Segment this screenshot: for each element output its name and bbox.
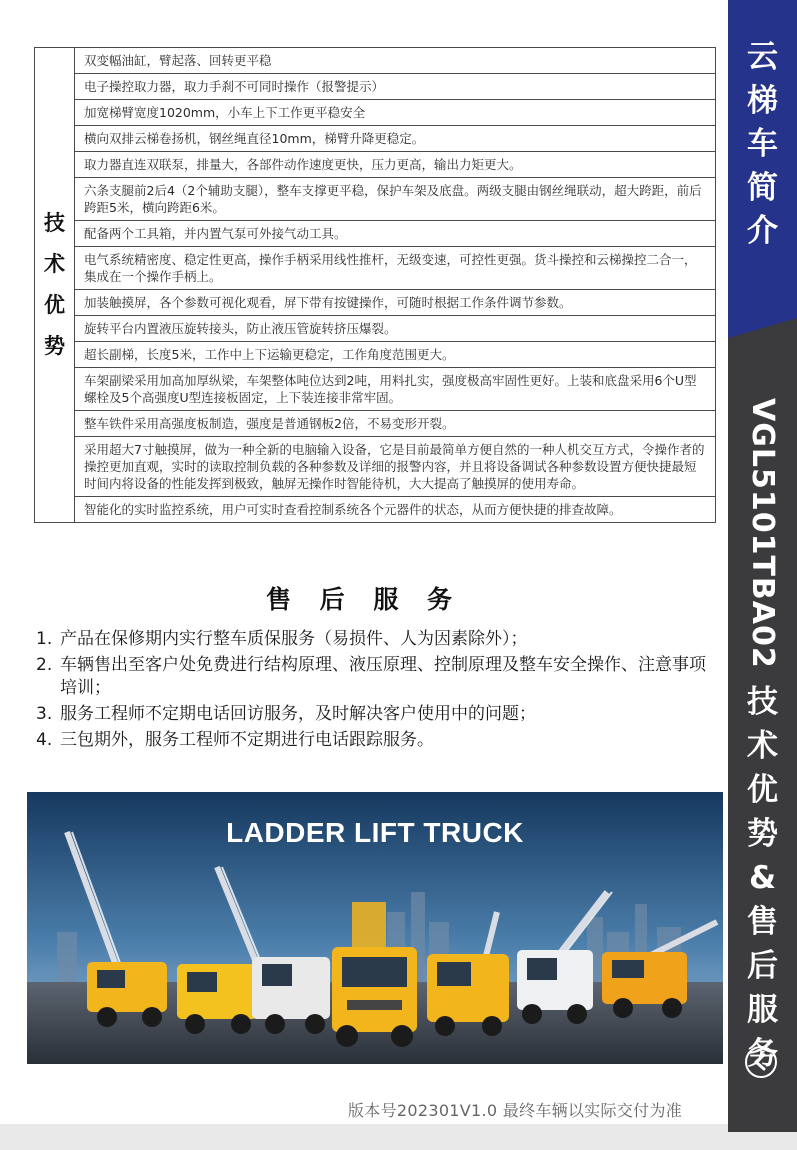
tech-advantages-label (35, 48, 75, 523)
table-row (35, 290, 716, 316)
back-button[interactable] (745, 1046, 777, 1078)
title-char: 介 (747, 213, 778, 249)
chevron-left-icon (747, 1048, 775, 1076)
table-row (35, 368, 716, 411)
title-char: 服 (747, 992, 778, 1028)
table-row (35, 437, 716, 497)
table-cell: 取力器直连双联泵，排量大，各部件动作速度更快，压力更高，输出力矩更大。 (75, 152, 716, 178)
list-item (36, 628, 716, 651)
version-note: 版本号202301V1.0 最终车辆以实际交付为准 (348, 1101, 683, 1120)
table-cell: 六条支腿前2后4（2个辅助支腿），整车支撑更平稳，保护车架及底盘。两级支腿由钢丝绳联动，超大跨距，前后跨距5米，横向跨距6米。 (75, 178, 716, 221)
bottom-strip (0, 1124, 797, 1150)
sidebar-notch (728, 318, 797, 338)
sidebar-title-intro (728, 36, 797, 254)
table-row (35, 221, 716, 247)
sidebar-title-section (728, 680, 797, 1076)
table-cell: 采用超大7寸触摸屏，做为一种全新的电脑输入设备，它是目前最简单方便自然的一种人机交互方式，令操作者的操控更加直观，实时的读取控制负载的各种参数及详细的报警内容，并且将设备调试各种参数设置方便快捷最短时间内将设备的性能发挥到极致，触屏无操作时智能待机，大大提高了触摸屏的使用寿命。 (75, 437, 716, 497)
title-char: 云 (747, 39, 778, 75)
table-cell: 旋转平台内置液压旋转接头，防止液压管旋转挤压爆裂。 (75, 316, 716, 342)
model-text: VGL5101TBA02 (745, 398, 780, 669)
after-sales-heading: 售 后 服 务 (265, 585, 463, 614)
table-row (35, 74, 716, 100)
table-cell: 智能化的实时监控系统，用户可实时查看控制系统各个元器件的状态，从而方便快捷的排查故障。 (75, 497, 716, 523)
sidebar (728, 0, 797, 1132)
table-row (35, 100, 716, 126)
table-row (35, 316, 716, 342)
title-char: 优 (747, 772, 778, 808)
table-row (35, 126, 716, 152)
item-text: 产品在保修期内实行整车质保服务（易损件、人为因素除外）； (60, 629, 528, 649)
title-char: 术 (747, 728, 778, 764)
table-cell: 电子操控取力器，取力手刹不可同时操作（报警提示） (75, 74, 716, 100)
item-number: 4. (36, 730, 53, 750)
list-item (36, 729, 716, 752)
table-cell: 配备两个工具箱，并内置气泵可外接气动工具。 (75, 221, 716, 247)
table-row (35, 178, 716, 221)
title-char: 车 (747, 126, 778, 162)
sidebar-model-number (742, 398, 782, 669)
title-char: 务 (747, 1036, 778, 1072)
item-number: 2. (36, 655, 53, 675)
ladder-truck-banner (27, 792, 723, 1064)
table-row (35, 48, 716, 74)
item-number: 3. (36, 704, 53, 724)
title-char: 梯 (747, 82, 778, 119)
tech-advantages-table (34, 47, 716, 523)
title-char: 技 (747, 684, 778, 720)
label-char: 技 (44, 211, 65, 235)
title-char: 售 (747, 904, 778, 940)
table-cell: 整车铁件采用高强度板制造，强度是普通钢板2倍，不易变形开裂。 (75, 411, 716, 437)
table-cell: 双变幅油缸，臂起落、回转更平稳 (75, 48, 716, 74)
table-cell: 车架副梁采用加高加厚纵梁，车架整体吨位达到2吨，用料扎实，强度极高牢固性更好。上装和底盘采用6个U型螺栓及5个高强度U型连接板固定，上下装连接非常牢固。 (75, 368, 716, 411)
table-row (35, 247, 716, 290)
table-cell: 电气系统精密度、稳定性更高，操作手柄采用线性推杆，无级变速，可控性更强。货斗操控和云梯操控二合一，集成在一个操作手柄上。 (75, 247, 716, 290)
table-cell: 加装触摸屏，各个参数可视化观看，屏下带有按键操作，可随时根据工作条件调节参数。 (75, 290, 716, 316)
table-cell: 加宽梯臂宽度1020mm，小车上下工作更平稳安全 (75, 100, 716, 126)
table-row (35, 152, 716, 178)
item-text: 三包期外，服务工程师不定期进行电话跟踪服务。 (60, 730, 434, 750)
list-item (36, 703, 716, 726)
title-char: & (748, 860, 777, 896)
table-row (35, 342, 716, 368)
title-char: 简 (747, 169, 778, 206)
item-number: 1. (36, 629, 53, 649)
table-cell: 横向双排云梯卷扬机，钢丝绳直径10mm，梯臂升降更稳定。 (75, 126, 716, 152)
table-row (35, 411, 716, 437)
banner-title: LADDER LIFT TRUCK (226, 817, 524, 848)
table-row (35, 497, 716, 523)
title-char: 后 (747, 948, 778, 984)
list-item (36, 654, 716, 700)
label-char: 优 (44, 293, 65, 317)
table-cell: 超长副梯，长度5米，工作中上下运输更稳定，工作角度范围更大。 (75, 342, 716, 368)
item-text: 车辆售出至客户处免费进行结构原理、液压原理、控制原理及整车安全操作、注意事项培训； (60, 655, 706, 698)
item-text: 服务工程师不定期电话回访服务，及时解决客户使用中的问题； (60, 704, 536, 724)
title-char: 势 (747, 816, 778, 852)
after-sales-list (36, 628, 716, 755)
label-char: 术 (44, 252, 65, 276)
label-char: 势 (44, 334, 65, 358)
